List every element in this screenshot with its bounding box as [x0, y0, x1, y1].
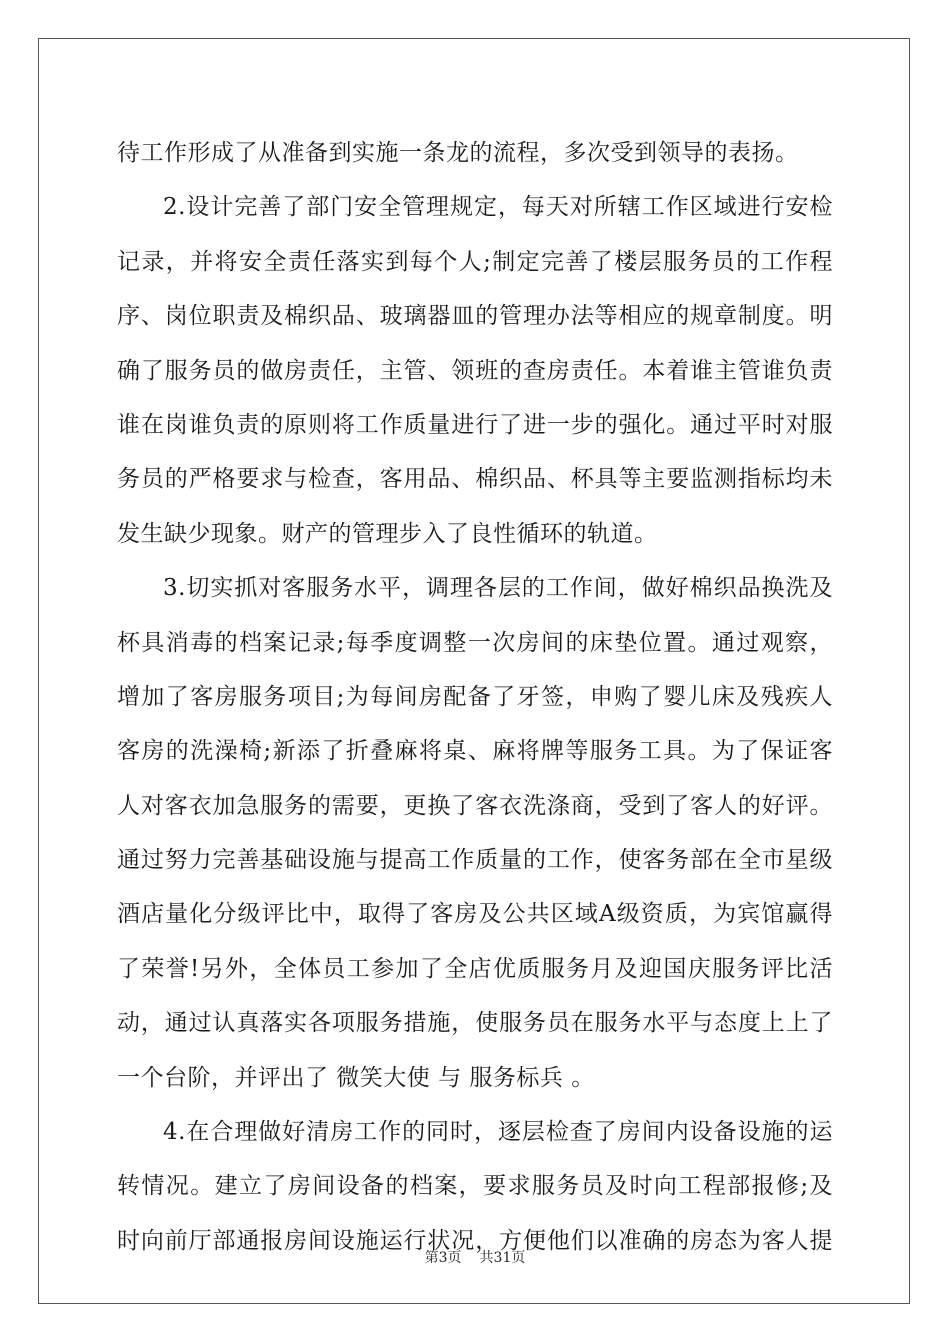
text-line: 动，通过认真落实各项服务措施，使服务员在服务水平与态度上上了 [117, 1010, 833, 1037]
text-line: 转情况。建立了房间设备的档案，要求服务员及时向工程部报修;及 [117, 1173, 833, 1200]
text-line: 增加了客房服务项目;为每间房配备了牙签，申购了婴儿床及残疾人 [117, 683, 833, 710]
text-line: 一个台阶，并评出了 微笑大使 与 服务标兵 。 [117, 1064, 595, 1091]
text-line: 待工作形成了从准备到实施一条龙的流程，多次受到领导的表扬。 [117, 140, 799, 166]
text-line: 确了服务员的做房责任，主管、领班的查房责任。本着谁主管谁负责 [117, 357, 833, 384]
text-line: 务员的严格要求与检查，客用品、棉织品、杯具等主要监测指标均未 [117, 466, 833, 493]
text-line: 杯具消毒的档案记录;每季度调整一次房间的床垫位置。通过观察， [117, 629, 833, 656]
text-line: 了荣誉!另外，全体员工参加了全店优质服务月及迎国庆服务评比活 [117, 955, 833, 982]
text-line: 发生缺少现象。财产的管理步入了良性循环的轨道。 [117, 520, 658, 547]
page-total: 共31页 [479, 1250, 526, 1266]
text-line: 通过努力完善基础设施与提高工作质量的工作，使客务部在全市星级 [117, 847, 833, 874]
text-line: 记录，并将安全责任落实到每个人;制定完善了楼层服务员的工作程 [117, 248, 833, 275]
page-footer [0, 1247, 950, 1267]
paragraph-3-start: 3.切实抓对客服务水平，调理各层的工作间，做好棉织品换洗及 [163, 575, 833, 602]
text-line: 序、岗位职责及棉织品、玻璃器皿的管理办法等相应的规章制度。明 [117, 303, 833, 330]
text-line: 人对客衣加急服务的需要，更换了客衣洗涤商，受到了客人的好评。 [117, 792, 833, 819]
text-line: 谁在岗谁负责的原则将工作质量进行了进一步的强化。通过平时对服 [117, 411, 833, 438]
text-line: 时向前厅部通报房间设施运行状况，方便他们以准确的房态为客人提 [117, 1227, 833, 1254]
document-body [117, 126, 833, 1268]
text-line: 客房的洗澡椅;新添了折叠麻将桌、麻将牌等服务工具。为了保证客 [117, 738, 833, 765]
text-line: 酒店量化分级评比中，取得了客房及公共区域A级资质，为宾馆赢得 [117, 901, 833, 928]
page-number: 第3页 [424, 1250, 462, 1266]
paragraph-4-start: 4.在合理做好清房工作的同时，逐层检查了房间内设备设施的运 [163, 1119, 833, 1146]
paragraph-2-start: 2.设计完善了部门安全管理规定，每天对所辖工作区域进行安检 [163, 194, 833, 221]
